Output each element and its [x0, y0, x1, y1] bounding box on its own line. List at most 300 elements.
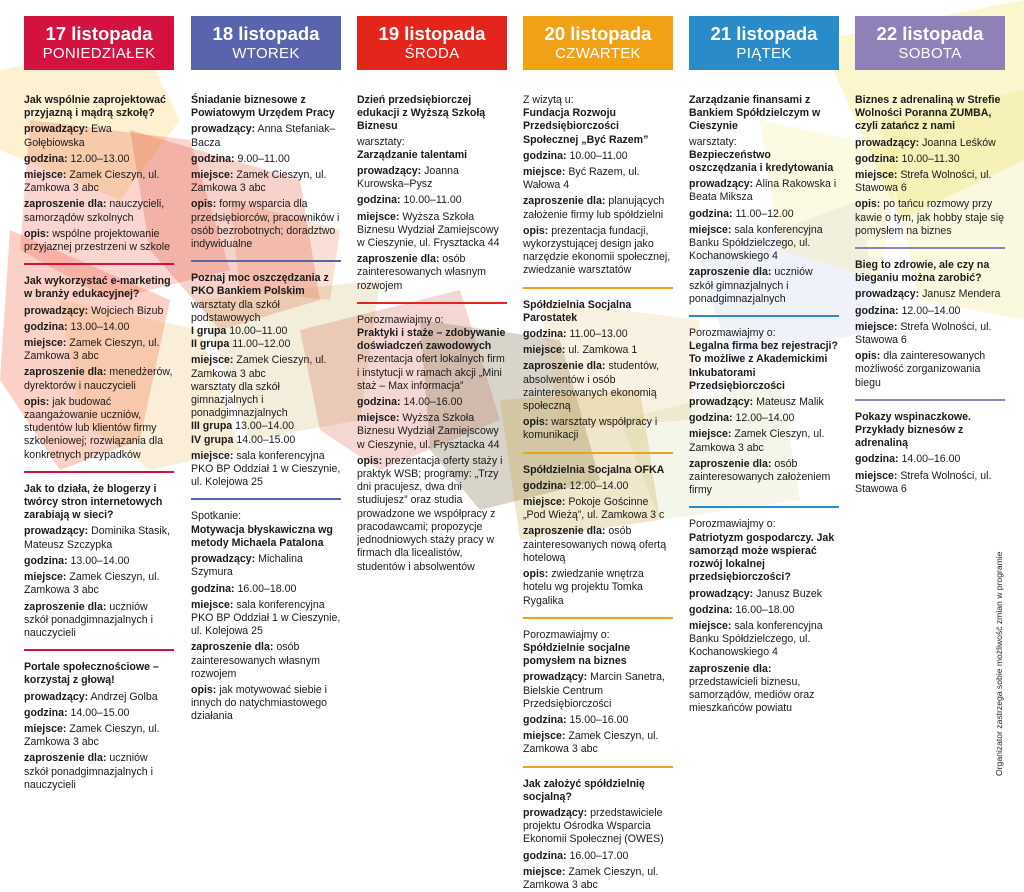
event-detail-value: sala konferencyjna Banku Spółdzielczego, ul. Kochanowskiego 4 [689, 619, 823, 659]
event-detail-label: opis: [191, 198, 217, 211]
event-detail-value: formy wsparcia dla przedsiębiorców, pracowników i osób bezrobotnych; doradztwo indywidualne [191, 198, 340, 251]
event-detail-value: Być Razem, ul. Wałowa 4 [523, 166, 640, 192]
event-detail-row [523, 866, 673, 892]
event-detail-value: Michalina Szymura [191, 553, 303, 579]
event-description: Prezentacja ofert lokalnych firm i instytucji w ramach akcji „Mini staż – Max informacja” [357, 353, 505, 392]
event-detail-label: miejsce: [191, 598, 234, 611]
event-title: Bieg to zdrowie, ale czy na bieganiu można zarobić? [855, 259, 990, 285]
event-detail-row [855, 137, 1005, 150]
event [191, 510, 341, 723]
event-detail-value: uczniów szkół ponadgimnazjalnych i nauczycieli [24, 752, 153, 791]
event-detail-row [191, 599, 341, 639]
event-detail-value: 16.00–18.00 [735, 603, 795, 616]
event-separator [191, 260, 341, 262]
event-subtitle: warsztaty: [357, 135, 405, 148]
event [24, 275, 174, 462]
event [357, 314, 507, 574]
event-detail-value: Andrzej Golba [90, 690, 158, 703]
event-detail-label: prowadzący: [689, 396, 754, 409]
group-label: I grupa [191, 325, 227, 338]
event-detail-label: miejsce: [24, 571, 67, 584]
event-detail-label: zaproszenie dla: [24, 198, 107, 211]
event-separator [523, 617, 673, 619]
day-column-2 [191, 16, 341, 724]
event-detail-value: jak motywować siebie i innych do natychmiastowego działania [191, 683, 328, 723]
event [689, 94, 839, 306]
event-detail-label: godzina: [855, 304, 899, 317]
event-detail-row [24, 707, 174, 720]
event-detail-label: opis: [191, 683, 217, 696]
event-detail-row [24, 169, 174, 195]
event-detail-label: zaproszenie dla: [523, 525, 606, 538]
event-detail-label: opis: [357, 454, 383, 467]
day-date: 21 listopada [710, 23, 818, 44]
event-detail-label: godzina: [523, 849, 567, 862]
event-detail-value: prezentacja oferty staży i praktyk WSB; programy: „Trzy dni pracujesz, dwa dni studiujesz” oraz studia prowadzone we współpracy z pracodawcami; propozycje jednodniowych staży pracy w firmach dla licealistów, studentów i absolwentów [357, 454, 503, 573]
side-note: Organizator zastrzega sobie możliwość zmian w programie [994, 551, 1004, 776]
event-detail-row [689, 208, 839, 221]
event-separator [523, 766, 673, 768]
day-name: WTOREK [232, 45, 300, 62]
event-detail-row [24, 305, 174, 318]
event-detail-label: zaproszenie dla: [24, 600, 107, 613]
event-detail-label: godzina: [689, 412, 733, 425]
event-detail-row [24, 396, 174, 462]
event-detail-value: warsztaty współpracy i komunikacji [523, 416, 658, 442]
event [523, 299, 673, 443]
event-detail-label: godzina: [523, 479, 567, 492]
event-detail-value: Janusz Buzek [756, 587, 823, 600]
event-title: Biznes z adrenaliną w Strefie Wolności Poranna ZUMBA, czyli zatańcz z nami [855, 94, 1001, 133]
event-intro: Porozmawiajmy o: [689, 518, 776, 531]
event-detail-row [24, 691, 174, 704]
event-detail-row [357, 165, 507, 191]
event-detail-row [191, 450, 341, 490]
event-detail-label: miejsce: [523, 496, 566, 509]
event-detail-row [191, 684, 341, 724]
event-detail-label: godzina: [357, 396, 401, 409]
event-detail-label: miejsce: [24, 337, 67, 350]
event-separator [191, 498, 341, 500]
event-detail-value: 16.00–18.00 [237, 582, 297, 595]
event-detail-value: przedstawicieli biznesu, samorządów, mediów oraz mieszkańców powiatu [689, 675, 815, 715]
event-detail-row [357, 194, 507, 207]
day-name: SOBOTA [898, 45, 962, 62]
event-detail-label: zaproszenie dla: [523, 195, 606, 208]
event-detail-value: Zamek Cieszyn, ul. Zamkowa 3 abc [191, 354, 327, 380]
event-detail-value: wspólne projektowanie przyjaznej przestrzeni w szkole [24, 227, 171, 254]
group-time: 10.00–11.00 [229, 325, 288, 338]
day-name: PIĄTEK [736, 45, 792, 62]
event-detail-label: prowadzący: [24, 123, 89, 136]
event-detail-row [357, 455, 507, 574]
event-detail-label: miejsce: [855, 469, 898, 482]
event-detail-value: 12.00–14.00 [901, 304, 961, 317]
event-detail-value: dla zainteresowanych możliwość zorganizowania biegu [855, 350, 986, 389]
event-detail-label: prowadzący: [523, 671, 588, 684]
event-intro: Porozmawiajmy o: [357, 313, 444, 326]
event-detail-value: 14.00–16.00 [403, 396, 463, 409]
event-detail-label: opis: [24, 227, 50, 240]
event-detail-value: 14.00–16.00 [901, 453, 961, 466]
event-detail-row [689, 412, 839, 425]
day-name: CZWARTEK [555, 45, 641, 62]
event-detail-row [191, 198, 341, 251]
events-list [357, 70, 507, 574]
event-detail-label: godzina: [24, 706, 68, 719]
event-title: Fundacja Rozwoju Przedsiębiorczości Społecznej „Być Razem” [523, 107, 649, 146]
day-header [191, 16, 341, 70]
event-detail-row [523, 480, 673, 493]
event [523, 629, 673, 757]
event-detail-row [191, 123, 341, 149]
event-detail-row [24, 153, 174, 166]
event-detail-label: prowadzący: [855, 136, 920, 149]
day-column-5 [689, 16, 839, 715]
event-detail-row [689, 604, 839, 617]
event-detail-label: godzina: [24, 554, 68, 567]
event-detail-row [689, 663, 839, 716]
event-detail-row [523, 328, 673, 341]
day-column-1 [24, 16, 174, 792]
event-detail-value: Joanna Leśków [922, 136, 996, 149]
event-detail-value: 10.00–11.00 [403, 194, 462, 207]
event-detail-row [191, 153, 341, 166]
event-title: Motywacja błyskawiczna wg metody Michaela Patalona [191, 523, 333, 549]
event-separator [24, 263, 174, 265]
event-detail-row [689, 224, 839, 264]
event-detail-value: Zamek Cieszyn, ul. Zamkowa 3 abc [689, 428, 825, 454]
event-detail-label: prowadzący: [523, 806, 588, 819]
event-detail-label: prowadzący: [191, 553, 256, 566]
event [689, 327, 839, 497]
event-title: Legalna firma bez rejestracji? To możliwe z Akademickimi Inkubatorami Przedsiębiorczości [689, 340, 838, 392]
event-detail-row [855, 198, 1005, 238]
event-detail-label: miejsce: [689, 223, 732, 236]
event-detail-label: miejsce: [523, 865, 566, 878]
event-intro: Porozmawiajmy o: [689, 327, 776, 340]
day-name: PONIEDZIAŁEK [42, 45, 156, 62]
event-detail-label: miejsce: [191, 354, 234, 367]
event-detail-label: miejsce: [855, 320, 898, 333]
event-detail-value: 13.00–14.00 [70, 320, 130, 333]
event-detail-value: uczniów szkół ponadgimnazjalnych i nauczycieli [24, 600, 153, 639]
event-detail-row [357, 253, 507, 293]
event-detail-value: 12.00–14.00 [569, 479, 629, 492]
event-detail-label: miejsce: [855, 169, 898, 182]
group-label: IV grupa [191, 433, 234, 446]
day-name: ŚRODA [404, 45, 460, 62]
day-header [357, 16, 507, 70]
day-header [24, 16, 174, 70]
event-detail-label: miejsce: [523, 344, 566, 357]
event-detail-value: 12.00–14.00 [735, 412, 795, 425]
event-detail-row [855, 350, 1005, 390]
event [24, 94, 174, 254]
event-workshop-title: Bezpieczeństwo oszczędzania i kredytowania [689, 148, 834, 175]
event-line [191, 420, 341, 433]
event-detail-row [523, 496, 673, 522]
event-detail-value: ul. Zamkowa 1 [568, 344, 638, 357]
event-detail-label: miejsce: [523, 730, 566, 743]
event [523, 464, 673, 608]
group-time: 11.00–12.00 [232, 338, 291, 351]
event-detail-value: planujących założenie firmy lub spółdzielni [523, 195, 665, 221]
event-detail-label: zaproszenie dla: [523, 360, 606, 373]
event-detail-row [523, 525, 673, 565]
event [855, 259, 1005, 390]
event [689, 518, 839, 715]
event-detail-row [689, 588, 839, 601]
event-detail-row [191, 169, 341, 195]
event-line: warsztaty dla szkół podstawowych [191, 298, 280, 324]
event-detail-row [855, 305, 1005, 318]
event [357, 94, 507, 293]
event-detail-row [24, 752, 174, 792]
group-label: III grupa [191, 420, 233, 433]
events-list [191, 70, 341, 724]
event-detail-label: zaproszenie dla: [689, 457, 772, 470]
events-list [523, 70, 673, 892]
event-detail-value: Wojciech Bizub [91, 304, 164, 317]
event-detail-label: opis: [855, 198, 881, 211]
event-detail-label: miejsce: [191, 169, 234, 182]
event-detail-row [24, 321, 174, 334]
event-detail-label: godzina: [191, 582, 235, 595]
event-detail-label: prowadzący: [191, 123, 256, 136]
day-header [689, 16, 839, 70]
event-detail-row [357, 211, 507, 251]
event-detail-value: 16.00–17.00 [569, 849, 629, 862]
event [191, 94, 341, 251]
event-detail-label: miejsce: [24, 722, 67, 735]
event-detail-value: nauczycieli, samorządów szkolnych [24, 198, 165, 224]
day-header [523, 16, 673, 70]
event-separator [24, 471, 174, 473]
event-detail-row [855, 470, 1005, 496]
event-line [191, 338, 341, 351]
event-separator [24, 649, 174, 651]
event-detail-label: godzina: [191, 152, 235, 165]
event-separator [855, 399, 1005, 401]
event-detail-label: godzina: [24, 320, 68, 333]
event-detail-row [24, 123, 174, 149]
event-detail-value: Zamek Cieszyn, ul. Zamkowa 3 abc [523, 730, 659, 756]
event-detail-value: uczniów szkół gimnazjalnych i ponadgimnazjalnych [689, 266, 813, 305]
event-detail-row [24, 571, 174, 597]
event-detail-label: prowadzący: [855, 288, 920, 301]
event-detail-value: Zamek Cieszyn, ul. Zamkowa 3 abc [24, 571, 160, 597]
events-list [855, 70, 1005, 496]
event-separator [689, 506, 839, 508]
event-detail-row [689, 178, 839, 204]
event-detail-row [855, 321, 1005, 347]
event-detail-value: Strefa Wolności, ul. Stawowa 6 [855, 169, 992, 195]
event [191, 272, 341, 489]
event-detail-value: menedżerów, dyrektorów i nauczycieli [24, 366, 173, 392]
event-separator [523, 287, 673, 289]
event-title: Jak wykorzystać e-marketing w branży edukacyjnej? [24, 275, 171, 301]
event [523, 94, 673, 278]
day-date: 19 listopada [378, 23, 486, 44]
event-detail-label: opis: [523, 416, 549, 429]
day-date: 17 listopada [45, 23, 153, 44]
event-detail-value: sala konferencyjna PKO BP Oddział 1 w Cieszynie, ul. Kolejowa 25 [191, 449, 341, 489]
event-title: Zarządzanie finansami z Bankiem Spółdzielczym w Cieszynie [689, 94, 821, 133]
event-detail-label: godzina: [24, 152, 68, 165]
event-line [191, 325, 341, 338]
event-detail-label: miejsce: [689, 619, 732, 632]
event-detail-value: osób zainteresowanych własnym rozwojem [191, 641, 320, 680]
event-subtitle: warsztaty: [689, 135, 737, 148]
event-detail-row [689, 428, 839, 454]
event-line [191, 434, 341, 447]
event-detail-value: studentów, absolwentów i osób zainteresowanych ekonomią społeczną [523, 360, 660, 413]
event-detail-label: prowadzący: [24, 525, 89, 538]
event [24, 483, 174, 640]
event-detail-row [523, 671, 673, 711]
group-time: 14.00–15.00 [236, 433, 296, 446]
day-column-4 [523, 16, 673, 892]
event-detail-label: opis: [523, 568, 549, 581]
event-detail-row [357, 412, 507, 452]
group-label: II grupa [191, 338, 230, 351]
event-detail-row [523, 568, 673, 608]
event-detail-row [191, 641, 341, 681]
event-workshop-title: Zarządzanie talentami [357, 148, 468, 161]
event-separator [523, 452, 673, 454]
event-detail-label: prowadzący: [689, 587, 754, 600]
event-detail-label: godzina: [855, 453, 899, 466]
event-detail-value: Dominika Stasik, Mateusz Szczypka [24, 525, 171, 551]
event-detail-value: Zamek Cieszyn, ul. Zamkowa 3 abc [24, 722, 160, 749]
event-detail-value: Zamek Cieszyn, ul. Zamkowa 3 abc [24, 169, 160, 195]
events-list [689, 70, 839, 715]
event-detail-row [24, 228, 174, 254]
event-detail-value: osób zainteresowanych nową ofertą hotelową [523, 525, 667, 564]
day-date: 18 listopada [212, 23, 320, 44]
group-time: 13.00–14.00 [235, 420, 295, 433]
event-detail-label: godzina: [523, 328, 567, 341]
event-detail-value: 11.00–12.00 [735, 207, 794, 220]
event-detail-row [855, 169, 1005, 195]
event-detail-value: 13.00–14.00 [70, 554, 130, 567]
event-title: Praktyki i staże – zdobywanie doświadczeń zawodowych [357, 327, 506, 353]
event-detail-label: miejsce: [357, 412, 400, 425]
event-detail-value: Mateusz Malik [756, 396, 824, 409]
event-detail-row [24, 723, 174, 749]
event-separator [357, 302, 507, 304]
day-date: 22 listopada [876, 23, 984, 44]
event [855, 411, 1005, 496]
event-detail-label: miejsce: [24, 169, 67, 182]
event-detail-row [689, 458, 839, 498]
event-detail-label: prowadzący: [24, 304, 89, 317]
event-intro: Porozmawiajmy o: [523, 628, 610, 641]
event-detail-label: miejsce: [191, 449, 234, 462]
event-detail-label: miejsce: [523, 166, 566, 179]
event-detail-row [689, 266, 839, 306]
event-detail-label: zaproszenie dla: [689, 662, 772, 675]
event-detail-value: 10.00–11.30 [901, 152, 960, 165]
day-column-3 [357, 16, 507, 574]
event-detail-value: Wyższa Szkoła Biznesu Wydział Zamiejscowy w Cieszynie, ul. Frysztacka 44 [357, 210, 500, 250]
event-detail-row [357, 396, 507, 409]
event-detail-row [24, 555, 174, 568]
event-title: Jak to działa, że blogerzy i twórcy stron internetowych zarabiają w sieci? [24, 482, 163, 522]
event-detail-row [24, 198, 174, 224]
event [855, 94, 1005, 238]
event-detail-label: opis: [855, 350, 881, 363]
event-title: Jak wspólnie zaprojektować przyjazną i mądrą szkołę? [24, 94, 166, 120]
event-detail-label: zaproszenie dla: [24, 752, 107, 765]
event-title: Śniadanie biznesowe z Powiatowym Urzędem Pracy [191, 94, 335, 120]
event-detail-label: godzina: [689, 207, 733, 220]
event-detail-row [523, 344, 673, 357]
event-detail-row [855, 153, 1005, 166]
event-detail-value: Zamek Cieszyn, ul. Zamkowa 3 abc [191, 169, 327, 195]
events-list [24, 70, 174, 792]
event-detail-row [523, 195, 673, 221]
event-detail-value: prezentacja fundacji, wykorzystującej design jako narzędzie ekonomii społecznej, zwiedzanie warsztatów [523, 224, 671, 277]
event-separator [689, 315, 839, 317]
event-line: warsztaty dla szkół gimnazjalnych i ponadgimnazjalnych [191, 380, 288, 420]
event-detail-row [523, 807, 673, 847]
day-header [855, 16, 1005, 70]
event-detail-row [523, 850, 673, 863]
event-detail-value: Zamek Cieszyn, ul. Zamkowa 3 abc [24, 337, 160, 363]
event-detail-value: osób zainteresowanych własnym rozwojem [357, 253, 486, 292]
event-detail-row [523, 225, 673, 278]
event-detail-value: Strefa Wolności, ul. Stawowa 6 [855, 469, 992, 495]
event-detail-value: 10.00–11.00 [569, 149, 628, 162]
event-title: Spółdzielnia Socjalna OFKA [523, 463, 665, 476]
event-detail-value: osób zainteresowanych założeniem firmy [689, 457, 831, 497]
event-detail-label: opis: [523, 224, 549, 237]
event-title: Jak założyć spółdzielnię socjalną? [523, 777, 645, 803]
day-column-6 [855, 16, 1005, 496]
event-detail-row [24, 525, 174, 551]
event-detail-value: po tańcu rozmowy przy kawie o tym, jak hobby staje się pomysłem na biznes [855, 198, 1004, 237]
event-detail-row [855, 453, 1005, 466]
event-detail-label: zaproszenie dla: [191, 641, 274, 654]
event-detail-value: Alina Rakowska i Beata Miksza [689, 178, 837, 204]
event-detail-row [523, 166, 673, 192]
event-title: Portale społecznościowe – korzystaj z głową! [24, 661, 159, 687]
event-detail-value: Joanna Kurowska–Pysz [357, 165, 459, 191]
event [523, 778, 673, 892]
event-title: Poznaj moc oszczędzania z PKO Bankiem Polskim [191, 272, 329, 298]
event-detail-row [523, 730, 673, 756]
event-detail-row [689, 396, 839, 409]
event [24, 661, 174, 792]
event-detail-label: godzina: [855, 152, 899, 165]
event-detail-row [689, 620, 839, 660]
event-detail-value: zwiedzanie wnętrza hotelu wg projektu Tomka Rygalika [523, 568, 644, 607]
event-detail-label: godzina: [357, 194, 401, 207]
event-detail-value: sala konferencyjna Banku Spółdzielczego, ul. Kochanowskiego 4 [689, 223, 823, 263]
event-detail-value: Marcin Sanetra, Bielskie Centrum Przedsiębiorczości [523, 671, 665, 710]
event-title: Spółdzielnie socjalne pomysłem na biznes [523, 641, 631, 668]
event-detail-label: zaproszenie dla: [24, 366, 107, 379]
event-detail-label: zaproszenie dla: [689, 266, 772, 279]
event-detail-value: 9.00–11.00 [237, 152, 290, 165]
event-detail-value: Strefa Wolności, ul. Stawowa 6 [855, 320, 992, 347]
event-detail-row [523, 360, 673, 413]
event-detail-value: 11.00–13.00 [569, 328, 628, 341]
event-title: Spółdzielnia Socjalna Parostatek [523, 298, 632, 324]
event-detail-row [191, 583, 341, 596]
